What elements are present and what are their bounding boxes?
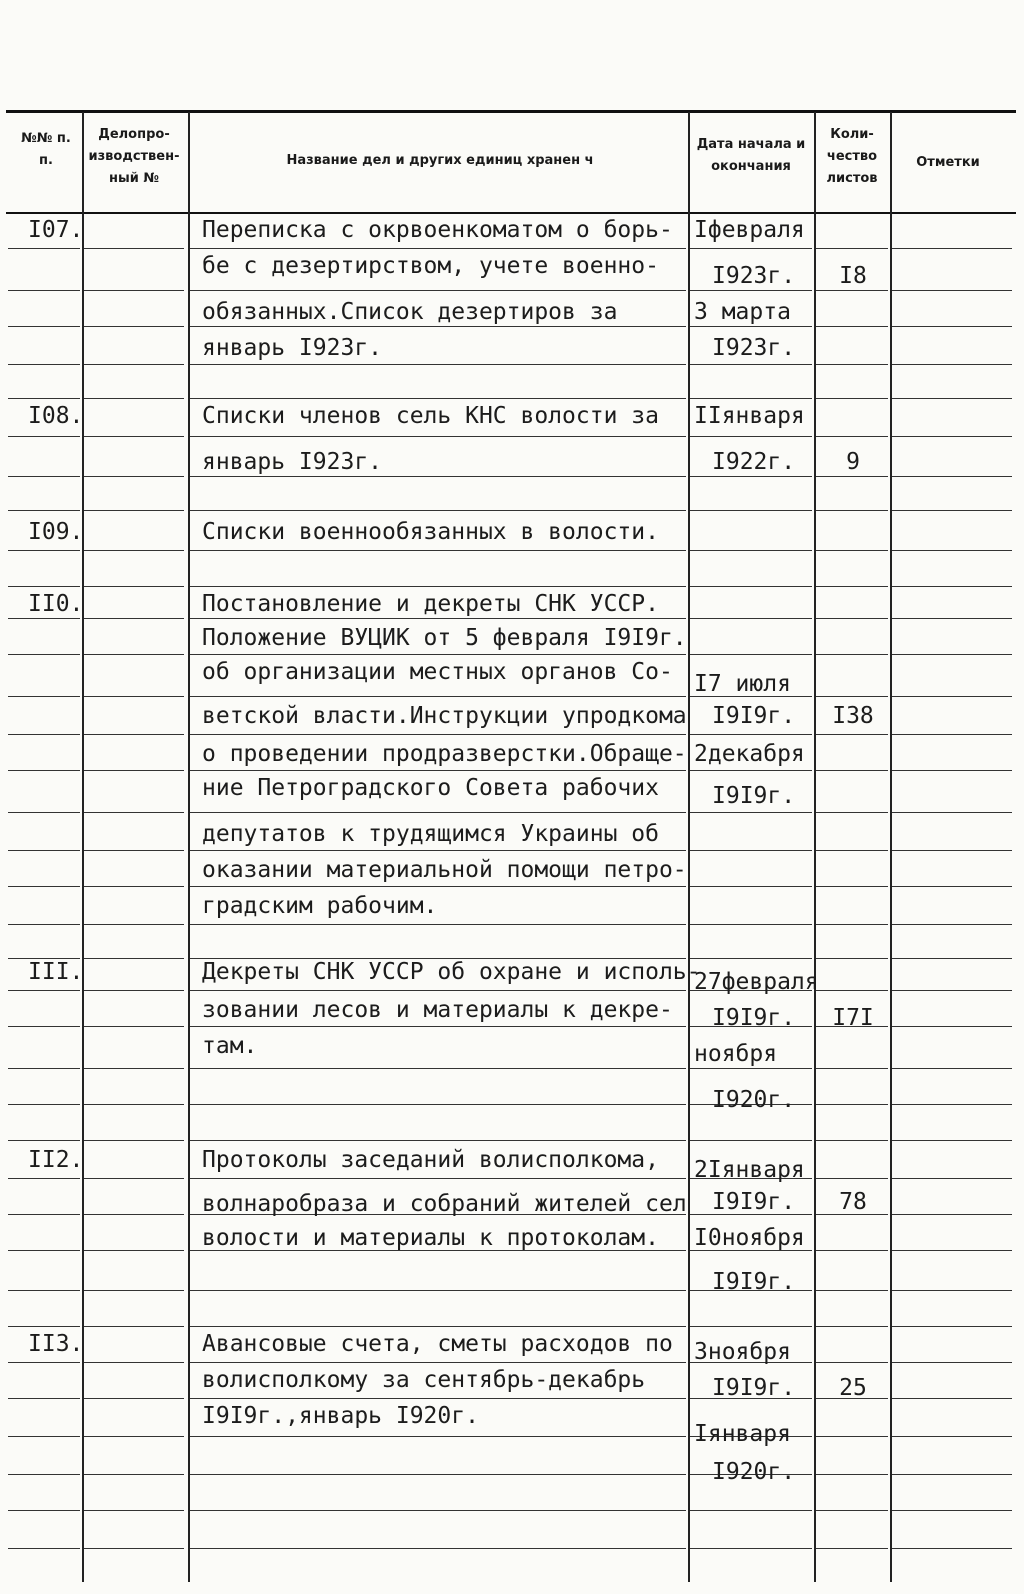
ruled-line [892,550,1012,551]
ruled-line [84,886,184,887]
ruled-line [190,886,686,887]
ruled-line [84,1548,184,1549]
entry-date-line: I9I9г. [712,783,796,809]
ruled-line [690,850,812,851]
entry-title-line: Списки военнообязанных в волости. [202,519,659,545]
entry-date-line: 27февраля [694,969,819,995]
entry-date-line: Iянваря [694,1421,791,1447]
ruled-line [892,696,1012,697]
ruled-line [816,696,888,697]
ruled-line [84,1214,184,1215]
ruled-line [8,586,80,587]
ruled-line [84,476,184,477]
ruled-line [8,1178,80,1179]
ruled-line [8,696,80,697]
ruled-line [892,812,1012,813]
ruled-line [892,618,1012,619]
ruled-line [8,290,80,291]
ruled-line [8,1326,80,1327]
ruled-line [892,586,1012,587]
ruled-line [84,326,184,327]
ruled-line [84,770,184,771]
entry-date-line: I923г. [712,335,796,361]
ruled-line [84,248,184,249]
ruled-line [690,1548,812,1549]
ruled-line [84,734,184,735]
ruled-line [190,248,686,249]
ruled-line [190,1104,686,1105]
ruled-line [190,1068,686,1069]
ruled-line [816,248,888,249]
header-dates: Дата начала и окончания [696,137,806,174]
ruled-line [816,586,888,587]
ruled-line [84,290,184,291]
entry-title-line: об организации местных органов Со- [202,659,673,685]
ruled-line [190,586,686,587]
entry-number: II2. [28,1147,84,1173]
entry-title-line: градским рабочим. [202,893,438,919]
ruled-line [8,1290,80,1291]
entry-date-line: I9I9г. [712,1375,796,1401]
entry-title-line: волнаробраза и собраний жителей сел [202,1191,687,1217]
ruled-line [8,398,80,399]
ruled-line [8,248,80,249]
ruled-line [8,1068,80,1069]
ruled-line [690,770,812,771]
entry-sheet-count: 9 [846,449,860,475]
ruled-line [892,850,1012,851]
ruled-line [190,364,686,365]
entry-date-line: I9I9г. [712,1269,796,1295]
ruled-line [816,734,888,735]
entry-date-line: ноября [694,1041,778,1067]
ruled-line [816,1510,888,1511]
ruled-line [8,1140,80,1141]
entry-title-line: о проведении продразверстки.Обраще- [202,741,687,767]
ruled-line [690,618,812,619]
ruled-line [84,586,184,587]
header-sheet-count: Коли- чество листов [826,127,878,186]
ruled-line [816,476,888,477]
ruled-line [892,1326,1012,1327]
entry-date-line: I920г. [712,1087,796,1113]
entry-number: I07. [28,217,84,243]
entry-sheet-count: I8 [839,263,867,289]
ruled-line [892,1474,1012,1475]
ruled-line [892,886,1012,887]
entry-title-line: волисполкому за сентябрь-декабрь [202,1367,646,1393]
ruled-line [892,510,1012,511]
ruled-line [84,1398,184,1399]
ruled-line [816,550,888,551]
entry-date-line: 3 марта [694,299,791,325]
ruled-line [892,248,1012,249]
ruled-line [190,476,686,477]
ruled-line [8,1362,80,1363]
ruled-line [8,924,80,925]
ruled-line [816,886,888,887]
entry-number: II0. [28,591,84,617]
ruled-line [190,510,686,511]
ruled-line [8,1510,80,1511]
ruled-line [84,436,184,437]
ruled-line [816,1140,888,1141]
ruled-line [816,398,888,399]
entry-number: I09. [28,519,84,545]
ruled-line [690,812,812,813]
ruled-line [190,398,686,399]
ruled-line [84,1326,184,1327]
ruled-line [690,1510,812,1511]
ruled-line [690,510,812,511]
ruled-line [8,618,80,619]
ruled-line [190,1362,686,1363]
ruled-line [892,958,1012,959]
ruled-line [816,1178,888,1179]
ruled-line [816,1362,888,1363]
ruled-line [8,734,80,735]
entry-date-line: I9I9г. [712,1189,796,1215]
entry-title-line: оказании материальной помощи петро- [202,857,687,883]
ruled-line [690,654,812,655]
ruled-line [816,924,888,925]
entry-title-line: обязанных.Список дезертиров за [202,299,618,325]
ruled-line [816,990,888,991]
ruled-line [84,550,184,551]
ruled-line [690,398,812,399]
ruled-line [690,248,812,249]
ruled-line [892,1026,1012,1027]
ruled-line [84,1290,184,1291]
ruled-line [816,618,888,619]
ruled-line [190,1510,686,1511]
ruled-line [84,618,184,619]
ruled-line [816,290,888,291]
ruled-line [8,1026,80,1027]
entry-date-line: I922г. [712,449,796,475]
ruled-line [892,1214,1012,1215]
ruled-line [892,1510,1012,1511]
ruled-line [8,326,80,327]
entry-title-line: Постановление и декреты СНК УССР. [202,591,659,617]
ruled-line [84,990,184,991]
ruled-line [816,958,888,959]
ruled-line [190,1026,686,1027]
ruled-line [892,1362,1012,1363]
ruled-line [8,436,80,437]
ruled-line [84,1068,184,1069]
ruled-line [816,770,888,771]
ruled-line [84,1510,184,1511]
ruled-line [816,812,888,813]
header-office-number: Делопро- изводствен- ный № [88,127,180,186]
ruled-line [84,958,184,959]
ruled-line [84,1474,184,1475]
ruled-line [84,398,184,399]
ruled-line [816,1290,888,1291]
ruled-line [190,1140,686,1141]
ruled-line [84,1104,184,1105]
ruled-line [816,850,888,851]
entry-date-line: I920г. [712,1459,796,1485]
ruled-line [8,850,80,851]
entry-title-line: Переписка с окрвоенкоматом о борь- [202,217,673,243]
ruled-line [892,1398,1012,1399]
ruled-line [8,364,80,365]
ruled-line [8,990,80,991]
ruled-line [190,734,686,735]
ruled-line [816,436,888,437]
ruled-line [816,1068,888,1069]
entry-sheet-count: 78 [839,1189,867,1215]
ruled-line [84,1140,184,1141]
header-top-rule [6,110,1016,113]
ruled-line [190,696,686,697]
ruled-line [84,696,184,697]
ruled-line [816,1436,888,1437]
entry-sheet-count: 25 [839,1375,867,1401]
ruled-line [190,1548,686,1549]
ruled-line [84,364,184,365]
ruled-line [8,1214,80,1215]
ruled-line [816,1104,888,1105]
ruled-line [190,924,686,925]
entry-number: I08. [28,403,84,429]
ruled-line [892,364,1012,365]
entry-title-line: зовании лесов и материалы к декре- [202,997,673,1023]
header-bottom-rule [6,212,1016,214]
ruled-line [892,734,1012,735]
ruled-line [892,326,1012,327]
ruled-line [690,290,812,291]
entry-title-line: там. [202,1033,258,1059]
entry-title-line: Протоколы заседаний волисполкома, [202,1147,659,1173]
entry-number: III. [28,959,84,985]
ruled-line [8,770,80,771]
ruled-line [892,770,1012,771]
entry-date-line: I923г. [712,263,796,289]
entry-date-line: I0ноября [694,1225,805,1251]
ruled-line [690,924,812,925]
ruled-line [816,1250,888,1251]
ruled-line [892,1436,1012,1437]
ruled-line [8,510,80,511]
ruled-line [892,290,1012,291]
ruled-line [8,550,80,551]
ruled-line [84,812,184,813]
entry-date-line: I9I9г. [712,1005,796,1031]
entry-title-line: I9I9г.,январь I920г. [202,1403,479,1429]
entry-date-line: 2декабря [694,741,805,767]
ruled-line [8,1474,80,1475]
ruled-line [190,812,686,813]
ruled-line [690,436,812,437]
ruled-line [816,364,888,365]
ruled-line [892,1068,1012,1069]
ruled-line [816,510,888,511]
header-notes: Отметки [916,155,980,170]
entry-title-line: ние Петроградского Совета рабочих [202,775,659,801]
entry-date-line: IIянваря [694,403,805,429]
ruled-line [816,326,888,327]
header-number: №№ п. п. [21,131,71,168]
ruled-line [84,1362,184,1363]
ruled-line [190,1178,686,1179]
entry-title-line: депутатов к трудящимся Украины об [202,821,659,847]
ruled-line [190,550,686,551]
ruled-line [690,1140,812,1141]
ruled-line [190,436,686,437]
entry-sheet-count: I7I [832,1005,874,1031]
entry-title-line: январь I923г. [202,335,383,361]
ruled-line [816,1474,888,1475]
entry-title-line: Декреты СНК УССР об охране и исполь- [202,959,701,985]
ruled-line [690,734,812,735]
ruled-line [190,1326,686,1327]
ruled-line [690,1326,812,1327]
ruled-line [892,1104,1012,1105]
ruled-line [892,476,1012,477]
entry-title-line: бе с дезертирством, учете военно- [202,253,659,279]
ruled-line [8,1250,80,1251]
ruled-line [190,1474,686,1475]
entry-title-line: январь I923г. [202,449,383,475]
ruled-line [8,1548,80,1549]
entry-date-line: 3ноября [694,1339,791,1365]
ruled-line [690,586,812,587]
ruled-line [8,1104,80,1105]
entry-title-line: волости и материалы к протоколам. [202,1225,659,1251]
ruled-line [190,618,686,619]
ruled-line [892,1548,1012,1549]
ruled-line [8,476,80,477]
ruled-line [8,812,80,813]
entry-date-line: Iфевраля [694,217,805,243]
ruled-line [190,1398,686,1399]
entry-title-line: Положение ВУЦИК от 5 февраля I9I9г. [202,625,687,651]
ruled-line [84,1250,184,1251]
ruled-line [8,654,80,655]
entry-date-line: I7 июля [694,671,791,697]
ruled-line [84,1026,184,1027]
ruled-line [892,990,1012,991]
entry-date-line: 2Iянваря [694,1157,805,1183]
entry-date-line: I9I9г. [712,703,796,729]
ruled-line [84,1178,184,1179]
ruled-line [84,1436,184,1437]
ruled-line [690,364,812,365]
ruled-line [892,1140,1012,1141]
ruled-line [816,1548,888,1549]
entry-sheet-count: I38 [832,703,874,729]
entry-title-line: Списки членов сель КНС волости за [202,403,659,429]
ruled-line [690,326,812,327]
ruled-line [892,924,1012,925]
ruled-line [190,654,686,655]
ruled-line [190,850,686,851]
ruled-line [190,990,686,991]
ruled-line [690,958,812,959]
ruled-line [190,1290,686,1291]
ruled-line [892,1178,1012,1179]
ruled-line [816,654,888,655]
ruled-line [190,770,686,771]
ruled-line [8,1436,80,1437]
ruled-line [690,476,812,477]
entry-number: II3. [28,1331,84,1357]
ruled-line [84,924,184,925]
ruled-line [190,290,686,291]
ruled-line [84,510,184,511]
ruled-line [84,654,184,655]
ruled-line [892,1250,1012,1251]
ruled-line [190,326,686,327]
ruled-line [892,398,1012,399]
ruled-line [190,1436,686,1437]
ruled-line [8,1398,80,1399]
ruled-line [690,1068,812,1069]
ruled-line [8,886,80,887]
entry-title-line: Авансовые счета, сметы расходов по [202,1331,673,1357]
ruled-line [84,850,184,851]
entry-title-line: ветской власти.Инструкции упродкома [202,703,687,729]
ruled-line [892,1290,1012,1291]
ruled-line [892,654,1012,655]
ruled-line [690,886,812,887]
ruled-line [690,550,812,551]
ruled-line [816,1326,888,1327]
ruled-line [892,436,1012,437]
header-title: Название дел и других единиц хранен ч [286,153,594,168]
